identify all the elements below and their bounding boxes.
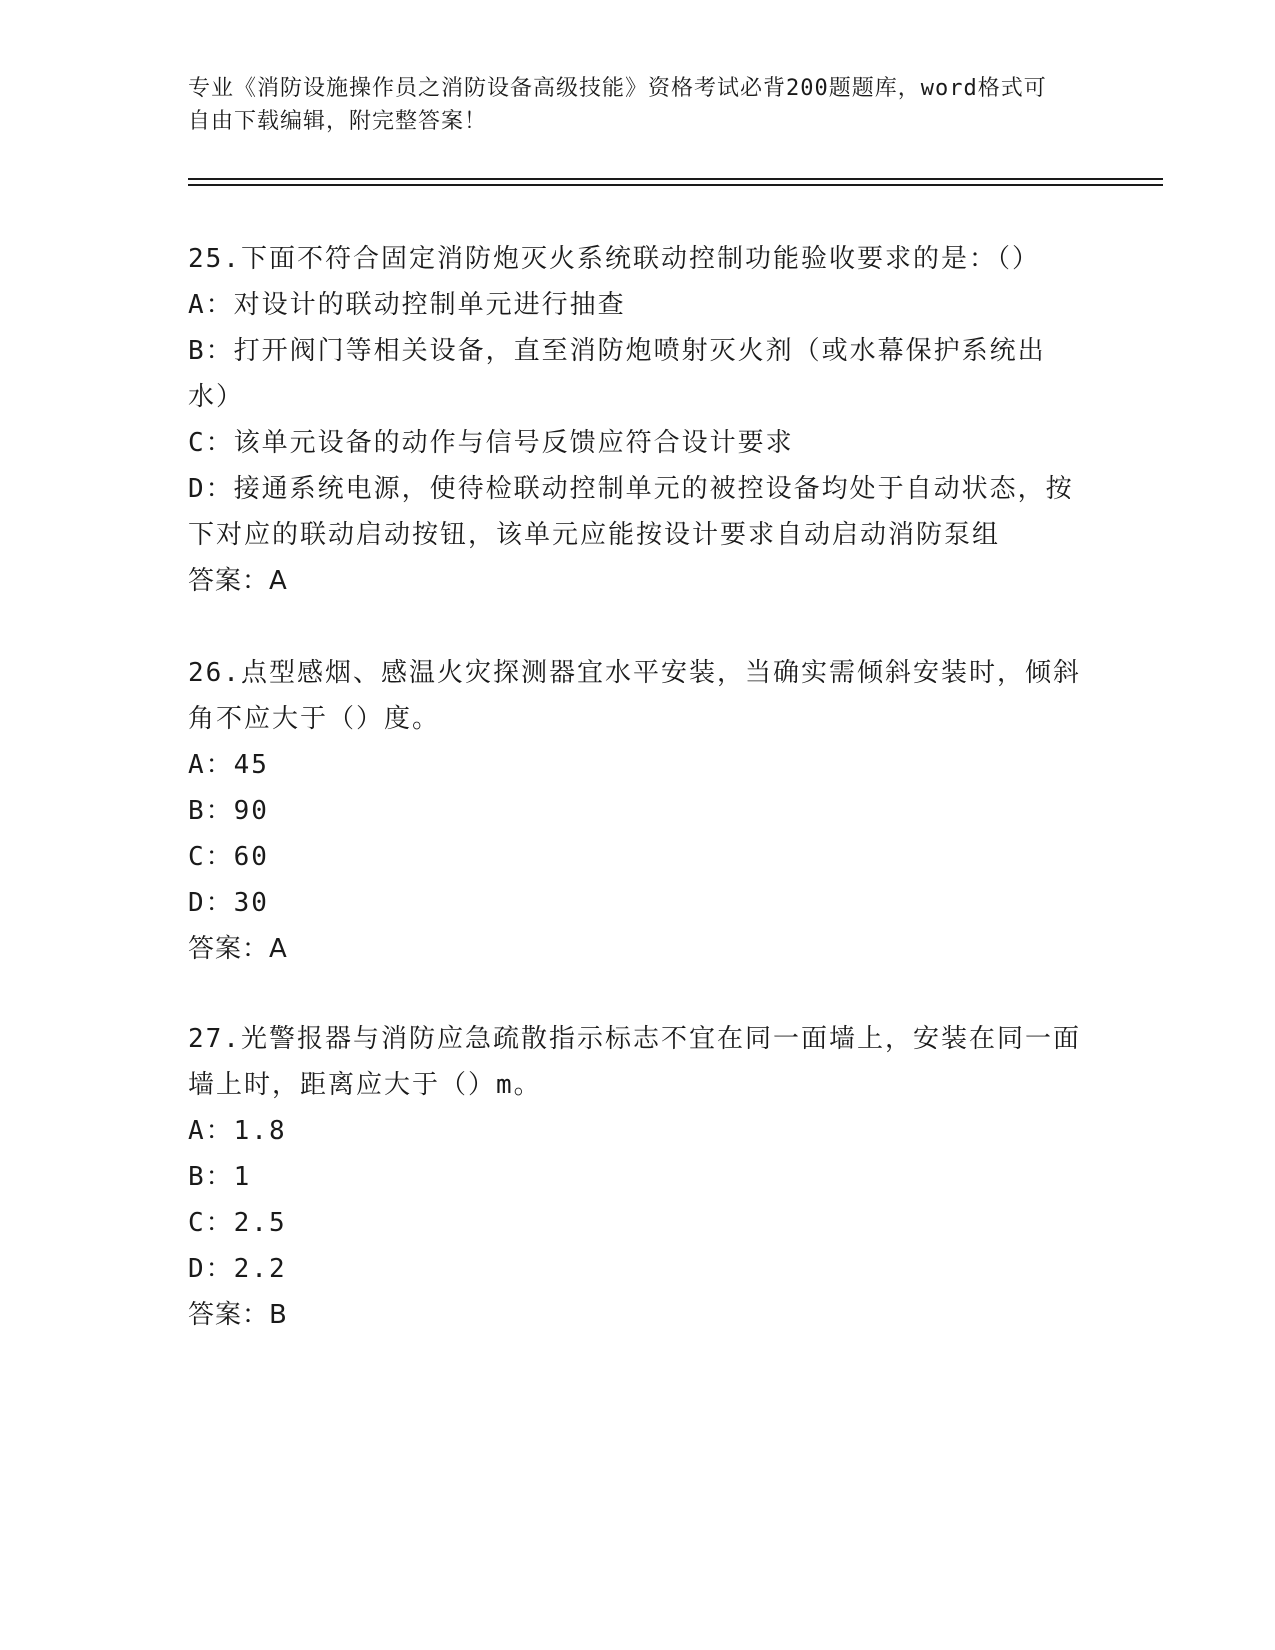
- question-stem: 26.点型感烟、感温火灾探测器宜水平安装，当确实需倾斜安装时，倾斜角不应大于（）度。: [188, 658, 1081, 734]
- option-a: A：对设计的联动控制单元进行抽查: [188, 290, 626, 320]
- option-d: D：接通系统电源，使待检联动控制单元的被控设备均处于自动状态，按下对应的联动启动按钮，该单元应能按设计要求自动启动消防泵组: [188, 474, 1074, 550]
- question-27: [188, 1016, 1088, 1338]
- header-divider-top: [188, 178, 1163, 180]
- answer-label: 答案：A: [188, 934, 288, 964]
- option-d: D：2.2: [188, 1254, 287, 1284]
- option-b: B：1: [188, 1162, 252, 1192]
- question-stem: 27.光警报器与消防应急疏散指示标志不宜在同一面墙上，安装在同一面墙上时，距离应大于（）m。: [188, 1024, 1081, 1100]
- option-b: B：打开阀门等相关设备，直至消防炮喷射灭火剂（或水幕保护系统出水）: [188, 336, 1046, 412]
- answer-label: 答案：B: [188, 1300, 288, 1330]
- document-header: 专业《消防设施操作员之消防设备高级技能》资格考试必背200题题库，word格式可自由下载编辑，附完整答案！: [188, 76, 1047, 134]
- question-26: [188, 650, 1088, 972]
- answer-label: 答案：A: [188, 566, 288, 596]
- option-c: C：60: [188, 842, 269, 872]
- question-25: [188, 236, 1088, 604]
- option-a: A：1.8: [188, 1116, 287, 1146]
- option-c: C：该单元设备的动作与信号反馈应符合设计要求: [188, 428, 794, 458]
- option-c: C：2.5: [188, 1208, 287, 1238]
- option-a: A：45: [188, 750, 269, 780]
- option-b: B：90: [188, 796, 269, 826]
- option-d: D：30: [188, 888, 269, 918]
- question-stem: 25.下面不符合固定消防炮灭火系统联动控制功能验收要求的是：（）: [188, 244, 1040, 274]
- header-divider-bottom: [188, 184, 1163, 186]
